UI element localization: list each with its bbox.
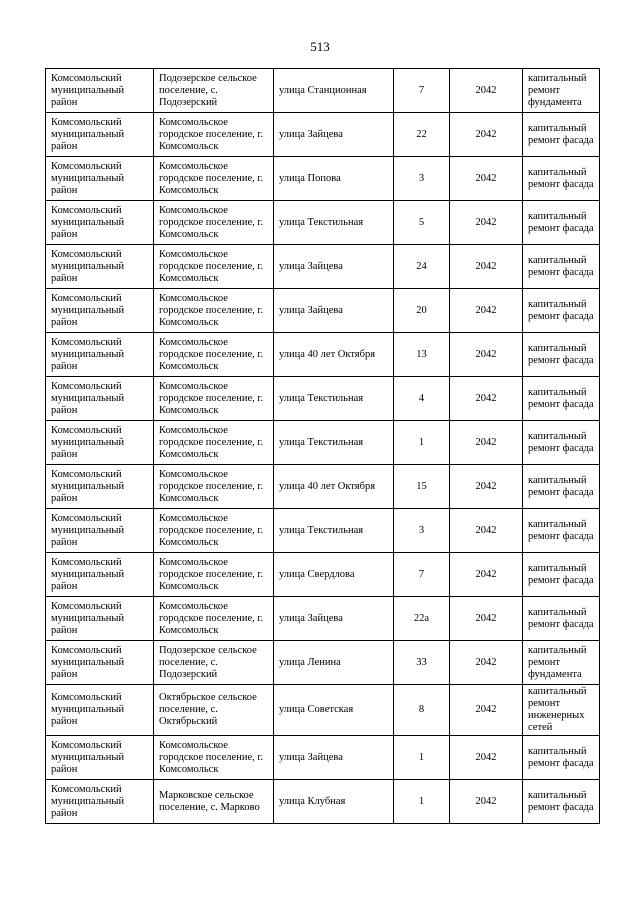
year-cell: 2042 <box>450 289 523 333</box>
work-type-cell: капитальный ремонт фасада <box>523 465 600 509</box>
year-cell: 2042 <box>450 509 523 553</box>
year-cell: 2042 <box>450 113 523 157</box>
settlement-cell: Комсомольское городское поселение, г. Комсомольск <box>154 553 274 597</box>
work-type-cell: капитальный ремонт фасада <box>523 157 600 201</box>
year-cell: 2042 <box>450 553 523 597</box>
work-type-cell: капитальный ремонт фасада <box>523 736 600 780</box>
street-cell: улица Зайцева <box>274 736 394 780</box>
street-cell: улица Зайцева <box>274 289 394 333</box>
settlement-cell: Комсомольское городское поселение, г. Комсомольск <box>154 421 274 465</box>
house-number-cell: 24 <box>394 245 450 289</box>
year-cell: 2042 <box>450 201 523 245</box>
settlement-cell: Комсомольское городское поселение, г. Комсомольск <box>154 465 274 509</box>
table-row <box>46 553 600 597</box>
street-cell: улица Текстильная <box>274 377 394 421</box>
house-number-cell: 15 <box>394 465 450 509</box>
work-type-cell: капитальный ремонт фасада <box>523 113 600 157</box>
house-number-cell: 7 <box>394 553 450 597</box>
work-type-cell: капитальный ремонт фасада <box>523 597 600 641</box>
street-cell: улица Зайцева <box>274 597 394 641</box>
district-cell: Комсомольский муниципальный район <box>46 736 154 780</box>
house-number-cell: 7 <box>394 69 450 113</box>
settlement-cell: Комсомольское городское поселение, г. Комсомольск <box>154 245 274 289</box>
settlement-cell: Комсомольское городское поселение, г. Комсомольск <box>154 201 274 245</box>
table-row <box>46 465 600 509</box>
table-row <box>46 113 600 157</box>
district-cell: Комсомольский муниципальный район <box>46 245 154 289</box>
registry-table <box>45 68 600 824</box>
year-cell: 2042 <box>450 245 523 289</box>
year-cell: 2042 <box>450 465 523 509</box>
year-cell: 2042 <box>450 685 523 736</box>
house-number-cell: 22 <box>394 113 450 157</box>
settlement-cell: Марковское сельское поселение, с. Марково <box>154 780 274 824</box>
street-cell: улица 40 лет Октября <box>274 333 394 377</box>
district-cell: Комсомольский муниципальный район <box>46 597 154 641</box>
table-row <box>46 289 600 333</box>
district-cell: Комсомольский муниципальный район <box>46 509 154 553</box>
settlement-cell: Октябрьское сельское поселение, с. Октябрьский <box>154 685 274 736</box>
work-type-cell: капитальный ремонт фасада <box>523 245 600 289</box>
street-cell: улица Клубная <box>274 780 394 824</box>
year-cell: 2042 <box>450 333 523 377</box>
settlement-cell: Комсомольское городское поселение, г. Комсомольск <box>154 113 274 157</box>
house-number-cell: 1 <box>394 421 450 465</box>
year-cell: 2042 <box>450 736 523 780</box>
work-type-cell: капитальный ремонт фасада <box>523 201 600 245</box>
street-cell: улица Текстильная <box>274 421 394 465</box>
settlement-cell: Комсомольское городское поселение, г. Комсомольск <box>154 736 274 780</box>
district-cell: Комсомольский муниципальный район <box>46 289 154 333</box>
house-number-cell: 13 <box>394 333 450 377</box>
work-type-cell: капитальный ремонт инженерных сетей <box>523 685 600 736</box>
district-cell: Комсомольский муниципальный район <box>46 377 154 421</box>
district-cell: Комсомольский муниципальный район <box>46 465 154 509</box>
work-type-cell: капитальный ремонт фасада <box>523 509 600 553</box>
page-number: 513 <box>310 39 330 54</box>
settlement-cell: Подозерское сельское поселение, с. Подозерский <box>154 69 274 113</box>
district-cell: Комсомольский муниципальный район <box>46 201 154 245</box>
year-cell: 2042 <box>450 641 523 685</box>
settlement-cell: Комсомольское городское поселение, г. Комсомольск <box>154 289 274 333</box>
street-cell: улица 40 лет Октября <box>274 465 394 509</box>
settlement-cell: Комсомольское городское поселение, г. Комсомольск <box>154 509 274 553</box>
year-cell: 2042 <box>450 597 523 641</box>
street-cell: улица Текстильная <box>274 509 394 553</box>
work-type-cell: капитальный ремонт фасада <box>523 553 600 597</box>
street-cell: улица Текстильная <box>274 201 394 245</box>
table-row <box>46 736 600 780</box>
street-cell: улица Зайцева <box>274 245 394 289</box>
table-row <box>46 69 600 113</box>
settlement-cell: Подозерское сельское поселение, с. Подозерский <box>154 641 274 685</box>
house-number-cell: 3 <box>394 157 450 201</box>
district-cell: Комсомольский муниципальный район <box>46 780 154 824</box>
house-number-cell: 4 <box>394 377 450 421</box>
street-cell: улица Ленина <box>274 641 394 685</box>
house-number-cell: 1 <box>394 736 450 780</box>
table-row <box>46 421 600 465</box>
work-type-cell: капитальный ремонт фасада <box>523 780 600 824</box>
work-type-cell: капитальный ремонт фасада <box>523 377 600 421</box>
table-row <box>46 245 600 289</box>
street-cell: улица Советская <box>274 685 394 736</box>
settlement-cell: Комсомольское городское поселение, г. Комсомольск <box>154 597 274 641</box>
settlement-cell: Комсомольское городское поселение, г. Комсомольск <box>154 333 274 377</box>
table-row <box>46 157 600 201</box>
district-cell: Комсомольский муниципальный район <box>46 553 154 597</box>
table-row <box>46 377 600 421</box>
house-number-cell: 8 <box>394 685 450 736</box>
table-row <box>46 780 600 824</box>
district-cell: Комсомольский муниципальный район <box>46 113 154 157</box>
house-number-cell: 5 <box>394 201 450 245</box>
work-type-cell: капитальный ремонт фасада <box>523 421 600 465</box>
table-row <box>46 641 600 685</box>
house-number-cell: 3 <box>394 509 450 553</box>
house-number-cell: 20 <box>394 289 450 333</box>
year-cell: 2042 <box>450 377 523 421</box>
table-row <box>46 685 600 736</box>
table-row <box>46 597 600 641</box>
street-cell: улица Станционная <box>274 69 394 113</box>
year-cell: 2042 <box>450 421 523 465</box>
settlement-cell: Комсомольское городское поселение, г. Комсомольск <box>154 377 274 421</box>
district-cell: Комсомольский муниципальный район <box>46 69 154 113</box>
table-row <box>46 201 600 245</box>
year-cell: 2042 <box>450 69 523 113</box>
district-cell: Комсомольский муниципальный район <box>46 641 154 685</box>
house-number-cell: 22а <box>394 597 450 641</box>
district-cell: Комсомольский муниципальный район <box>46 333 154 377</box>
house-number-cell: 1 <box>394 780 450 824</box>
district-cell: Комсомольский муниципальный район <box>46 421 154 465</box>
district-cell: Комсомольский муниципальный район <box>46 685 154 736</box>
work-type-cell: капитальный ремонт фасада <box>523 333 600 377</box>
district-cell: Комсомольский муниципальный район <box>46 157 154 201</box>
street-cell: улица Зайцева <box>274 113 394 157</box>
house-number-cell: 33 <box>394 641 450 685</box>
year-cell: 2042 <box>450 780 523 824</box>
work-type-cell: капитальный ремонт фундамента <box>523 69 600 113</box>
settlement-cell: Комсомольское городское поселение, г. Комсомольск <box>154 157 274 201</box>
work-type-cell: капитальный ремонт фасада <box>523 289 600 333</box>
work-type-cell: капитальный ремонт фундамента <box>523 641 600 685</box>
street-cell: улица Попова <box>274 157 394 201</box>
year-cell: 2042 <box>450 157 523 201</box>
table-row <box>46 333 600 377</box>
table-row <box>46 509 600 553</box>
registry-table-body <box>46 69 600 824</box>
street-cell: улица Свердлова <box>274 553 394 597</box>
